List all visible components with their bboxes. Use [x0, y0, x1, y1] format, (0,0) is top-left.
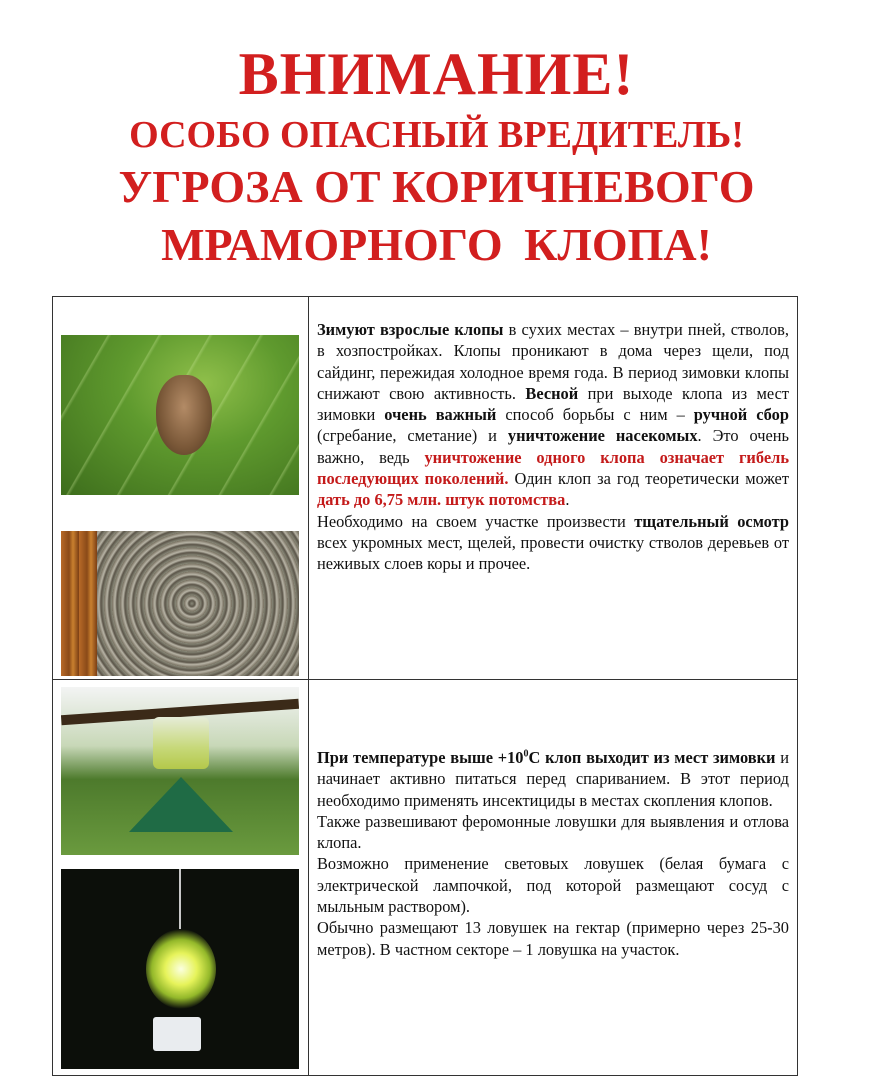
headline-threat: УГРОЗА ОТ КОРИЧНЕВОГО [118, 161, 755, 212]
highlight-text: дать до 6,75 млн. штук потомства [317, 490, 566, 510]
pheromone-trap-photo [61, 687, 299, 855]
stink-bug-icon [156, 375, 212, 455]
temperature-bold: При температуре выше $+10^0С$ клоп выходит из мест зимовки [317, 748, 776, 767]
section-traps-text [317, 747, 789, 960]
stink-bug-on-leaf-photo [61, 335, 299, 495]
temperature-paragraph: При температуре выше $+10^0С$ клоп выходит из мест зимовки и начинает активно питаться перед спариванием. В этот период необходимо применять инсектициды в местах скопления клопов. [317, 748, 789, 810]
wintering-paragraph [317, 319, 789, 511]
body-text: Один клоп за год теоретически может [508, 469, 789, 489]
bold-text: тщательный осмотр [634, 511, 789, 531]
body-text: . [565, 490, 570, 510]
trap-cone [129, 777, 233, 832]
section-wintering-text [317, 319, 789, 575]
body-text: (сгребание, сметание) и [317, 426, 508, 446]
headline-attention: ВНИМАНИЕ! [238, 41, 635, 107]
body-text: способ борьбы с ним – [496, 405, 694, 425]
light-trap-photo [61, 869, 299, 1069]
bold-text: уничтожение насекомых [507, 426, 698, 446]
wood-wall [61, 531, 97, 676]
column-divider [308, 297, 309, 1075]
headline-marmorated-bug: МРАМОРНОГО КЛОПА! [161, 219, 712, 270]
bold-text: очень важный [384, 405, 497, 425]
body-text: всех укромных мест, щелей, провести очистку стволов деревьев от неживых слоев коры и прочее. [317, 532, 789, 574]
lamp-wire [179, 869, 181, 929]
highlight-text: уничтожение одного клопа означает гибель последующих поколений. [317, 447, 789, 489]
body-text: . Это очень важно, ведь [317, 426, 789, 467]
trap-container [153, 717, 209, 769]
bold-text: Зимуют взрослые клопы [317, 320, 504, 339]
headline-dangerous-pest: ОСОБО ОПАСНЫЙ ВРЕДИТЕЛЬ! [129, 114, 744, 156]
bold-text: ручной сбор [693, 405, 789, 425]
trap-density-paragraph: Обычно размещают 13 ловушек на гектар (примерно через 25-30 метров). В частном секторе – 1 ловушка на участок. [317, 918, 789, 959]
bold-text: Весной [525, 383, 579, 403]
info-table [52, 296, 798, 1076]
body-text: при выходе клопа из мест зимовки [317, 383, 790, 425]
light-trap-paragraph: Возможно применение световых ловушек (белая бумага с электрической лампочкой, под которой размещают сосуд с мыльным раствором). [317, 854, 789, 917]
soap-water-pail [153, 1017, 201, 1051]
bug-swarm-on-wall-photo [61, 531, 299, 676]
body-text: Необходимо на своем участке произвести [317, 511, 635, 531]
body-text: в сухих местах – внутри пней, стволов, в хозпостройках. Клопы проникают в дома через щели, под сайдинг, пережидая холодное время года. В период зимовки клопы снижают свою активность. [317, 320, 789, 403]
pheromone-paragraph: Также развешивают феромонные ловушки для выявления и отлова клопа. [317, 811, 789, 853]
inspection-paragraph [317, 511, 789, 575]
lamp-bulb-icon [146, 929, 216, 1009]
row-divider [53, 679, 797, 680]
